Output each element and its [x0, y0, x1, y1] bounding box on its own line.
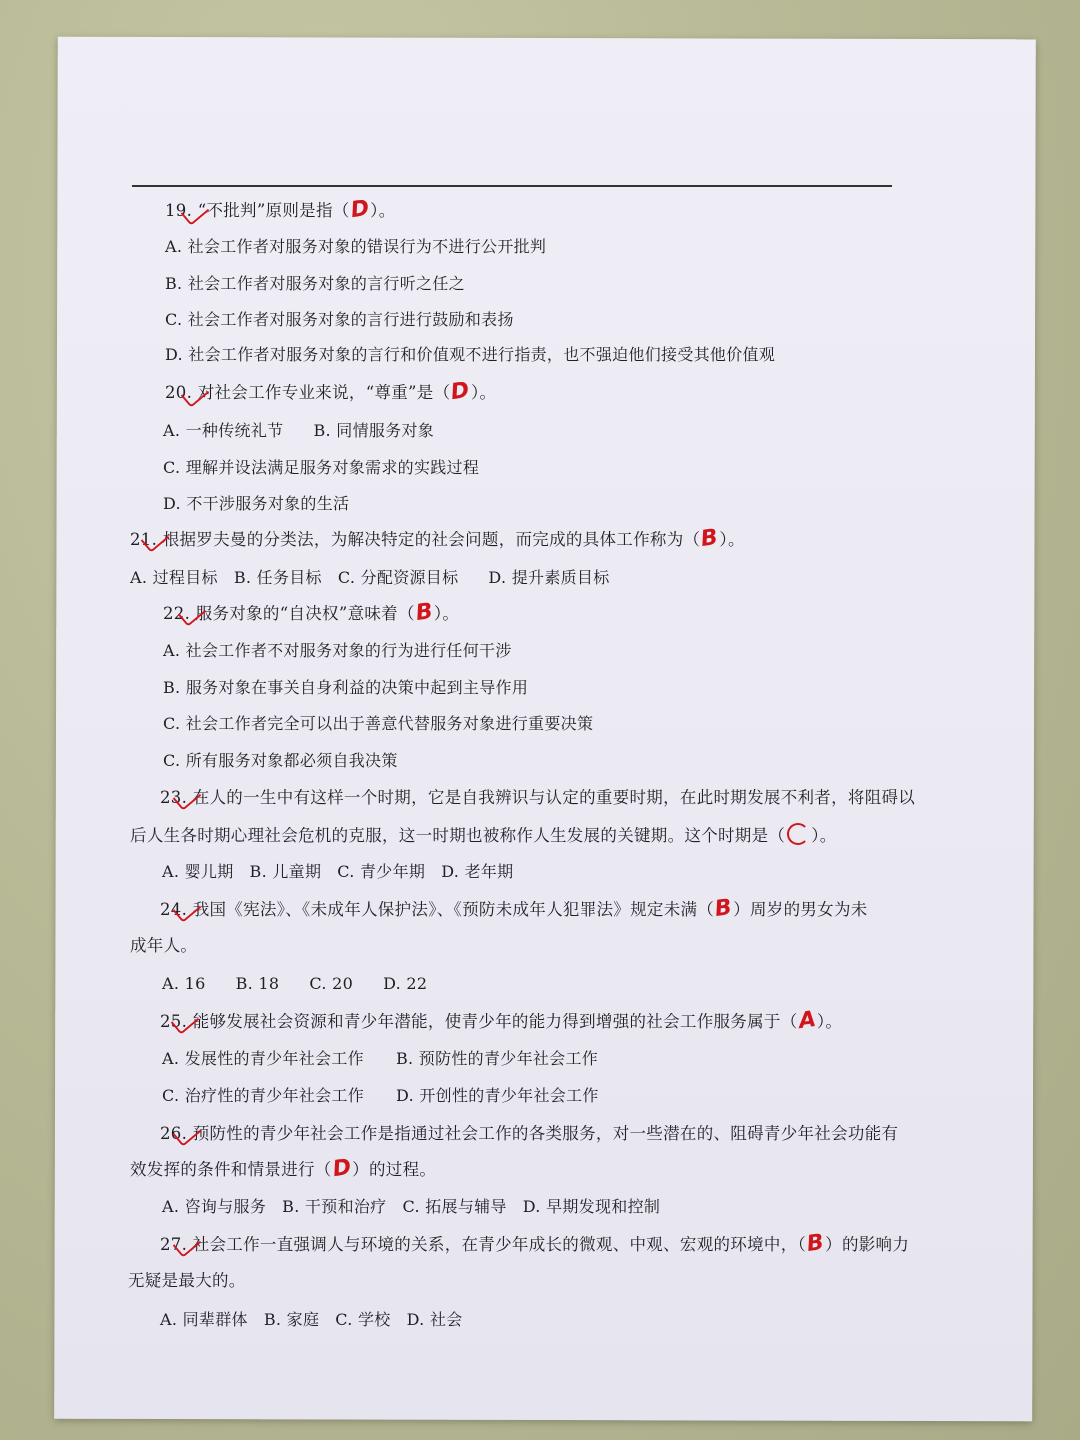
option: B. 家庭 — [263, 1310, 320, 1329]
option: B. 18 — [235, 974, 280, 993]
question-21: 21. 根据罗夫曼的分类法，为解决特定的社会问题，而完成的具体工作称为（B）。 — [130, 524, 745, 553]
handwritten-answer: A — [796, 1006, 818, 1035]
option-row — [160, 1309, 463, 1331]
option: B. 干预和治疗 — [282, 1197, 387, 1216]
option: D. 社会 — [406, 1310, 463, 1329]
question-stem: 对社会工作专业来说，“尊重”是（ — [197, 383, 451, 402]
option: C. 社会工作者完全可以出于善意代替服务对象进行重要决策 — [163, 714, 594, 733]
option: A. 发展性的青少年社会工作 — [162, 1049, 364, 1068]
option-row — [162, 1048, 598, 1070]
question-26: 26. 预防性的青少年社会工作是指通过社会工作的各类服务，对一些潜在的、阻碍青少年社会功能有 — [160, 1124, 899, 1143]
handwritten-answer: D — [348, 195, 371, 224]
option: D. 社会工作者对服务对象的言行和价值观不进行指责，也不强迫他们接受其他价值观 — [165, 345, 776, 364]
option: A. 婴儿期 — [162, 862, 234, 881]
option: A. 一种传统礼节 — [163, 421, 284, 440]
option-row — [162, 1085, 599, 1107]
question-number: 22 — [163, 604, 185, 623]
handwritten-answer: D — [330, 1154, 353, 1183]
question-stem-end: ）。 — [370, 201, 396, 220]
question-20: 20. 对社会工作专业来说，“尊重”是（D）。 — [165, 377, 497, 406]
option-row — [130, 567, 610, 589]
option: C. 理解并设法满足服务对象需求的实践过程 — [163, 458, 480, 477]
option-row — [162, 973, 427, 995]
question-stem-end: ）。 — [433, 604, 460, 623]
option: B. 预防性的青少年社会工作 — [395, 1049, 599, 1068]
option: B. 任务目标 — [233, 568, 322, 587]
question-23-continued — [130, 823, 837, 847]
question-stem-end: ）。 — [719, 530, 745, 549]
question-26-continued — [130, 1154, 437, 1183]
option: D. 老年期 — [441, 862, 514, 881]
option: A. 社会工作者不对服务对象的行为进行任何干涉 — [163, 641, 512, 660]
option-row — [162, 1196, 660, 1218]
question-stem-end: ）的影响力 — [825, 1235, 910, 1254]
option: A. 同辈群体 — [160, 1310, 248, 1329]
option: D. 开创性的青少年社会工作 — [396, 1086, 599, 1105]
question-27: 27. 社会工作一直强调人与环境的关系，在青少年成长的微观、中观、宏观的环境中，（B）的影响力 — [160, 1229, 910, 1258]
question-number: 23 — [160, 788, 182, 807]
question-stem: 根据罗夫曼的分类法，为解决特定的社会问题，而完成的具体工作称为（ — [162, 530, 701, 549]
question-24: 24. 我国《宪法》、《未成年人保护法》、《预防未成年人犯罪法》规定未满（B）周岁的男女为未 — [160, 894, 868, 923]
question-stem-end: ）。 — [811, 826, 837, 845]
option: D. 22 — [383, 974, 428, 993]
question-stem: 我国《宪法》、《未成年人保护法》、《预防未成年人犯罪法》规定未满（ — [192, 900, 715, 919]
option: B. 社会工作者对服务对象的言行听之任之 — [165, 274, 465, 293]
option: A. 咨询与服务 — [162, 1197, 267, 1216]
question-stem-end: ）周岁的男女为未 — [733, 900, 868, 919]
question-stem: 无疑是最大的。 — [128, 1271, 246, 1290]
option: D. 早期发现和控制 — [522, 1197, 661, 1216]
question-25: 25. 能够发展社会资源和青少年潜能，使青少年的能力得到增强的社会工作服务属于（A）。 — [160, 1006, 843, 1035]
option: A. 16 — [162, 974, 206, 993]
question-23: 23. 在人的一生中有这样一个时期，它是自我辨识与认定的重要时期，在此时期发展不利者，将阻碍以 — [160, 788, 916, 807]
option: C. 社会工作者对服务对象的言行进行鼓励和表扬 — [165, 310, 514, 329]
question-number: 24 — [160, 900, 182, 919]
handwritten-answer: B — [699, 524, 720, 553]
question-stem: 成年人。 — [130, 936, 198, 955]
option: A. 社会工作者对服务对象的错误行为不进行公开批判 — [165, 237, 547, 256]
option: A. 过程目标 — [130, 568, 218, 587]
option: B. 儿童期 — [249, 862, 322, 881]
question-stem: 后人生各时期心理社会危机的克服，这一时期也被称作人生发展的关键期。这个时期是（ — [130, 826, 786, 845]
question-number: 26 — [160, 1124, 182, 1143]
option: B. 服务对象在事关自身利益的决策中起到主导作用 — [163, 678, 529, 697]
question-number: 25 — [160, 1012, 182, 1031]
option: C. 20 — [309, 974, 354, 993]
option: D. 提升素质目标 — [488, 568, 610, 587]
question-19: 19. “不批判”原则是指（D）。 — [165, 195, 396, 224]
question-number: 21 — [130, 530, 152, 549]
question-stem: “不批判”原则是指（ — [197, 201, 350, 220]
question-stem: 社会工作一直强调人与环境的关系，在青少年成长的微观、中观、宏观的环境中，（ — [192, 1235, 807, 1254]
header-rule — [132, 185, 892, 187]
question-22: 22. 服务对象的“自决权”意味着（B）。 — [163, 598, 460, 627]
question-stem: 能够发展社会资源和青少年潜能，使青少年的能力得到增强的社会工作服务属于（ — [192, 1012, 798, 1031]
option: D. 不干涉服务对象的生活 — [163, 494, 350, 513]
question-stem: 服务对象的“自决权”意味着（ — [195, 604, 415, 623]
question-stem-end: ）。 — [470, 383, 497, 402]
handwritten-answer-c — [787, 823, 809, 845]
handwritten-answer: B — [805, 1229, 826, 1258]
question-stem: 预防性的青少年社会工作是指通过社会工作的各类服务，对一些潜在的、阻碍青少年社会功能有 — [192, 1124, 899, 1143]
option: B. 同情服务对象 — [313, 421, 435, 440]
option: C. 治疗性的青少年社会工作 — [162, 1086, 365, 1105]
option: C. 拓展与辅导 — [402, 1197, 507, 1216]
question-stem-end: ）的过程。 — [352, 1160, 437, 1179]
question-stem-end: ）。 — [816, 1012, 843, 1031]
option-row — [162, 861, 513, 883]
question-stem: 效发挥的条件和情景进行（ — [130, 1160, 332, 1179]
handwritten-answer: B — [414, 598, 435, 627]
question-number: 19 — [165, 201, 187, 220]
option: C. 青少年期 — [337, 862, 426, 881]
handwritten-answer: B — [713, 894, 734, 923]
handwritten-answer: D — [449, 377, 472, 406]
option-row — [163, 420, 434, 442]
option: C. 学校 — [335, 1310, 391, 1329]
option: C. 分配资源目标 — [337, 568, 459, 587]
question-number: 20 — [165, 383, 187, 402]
question-stem: 在人的一生中有这样一个时期，它是自我辨识与认定的重要时期，在此时期发展不利者，将阻碍以 — [192, 788, 916, 807]
option: C. 所有服务对象都必须自我决策 — [163, 751, 398, 770]
question-number: 27 — [160, 1235, 182, 1254]
